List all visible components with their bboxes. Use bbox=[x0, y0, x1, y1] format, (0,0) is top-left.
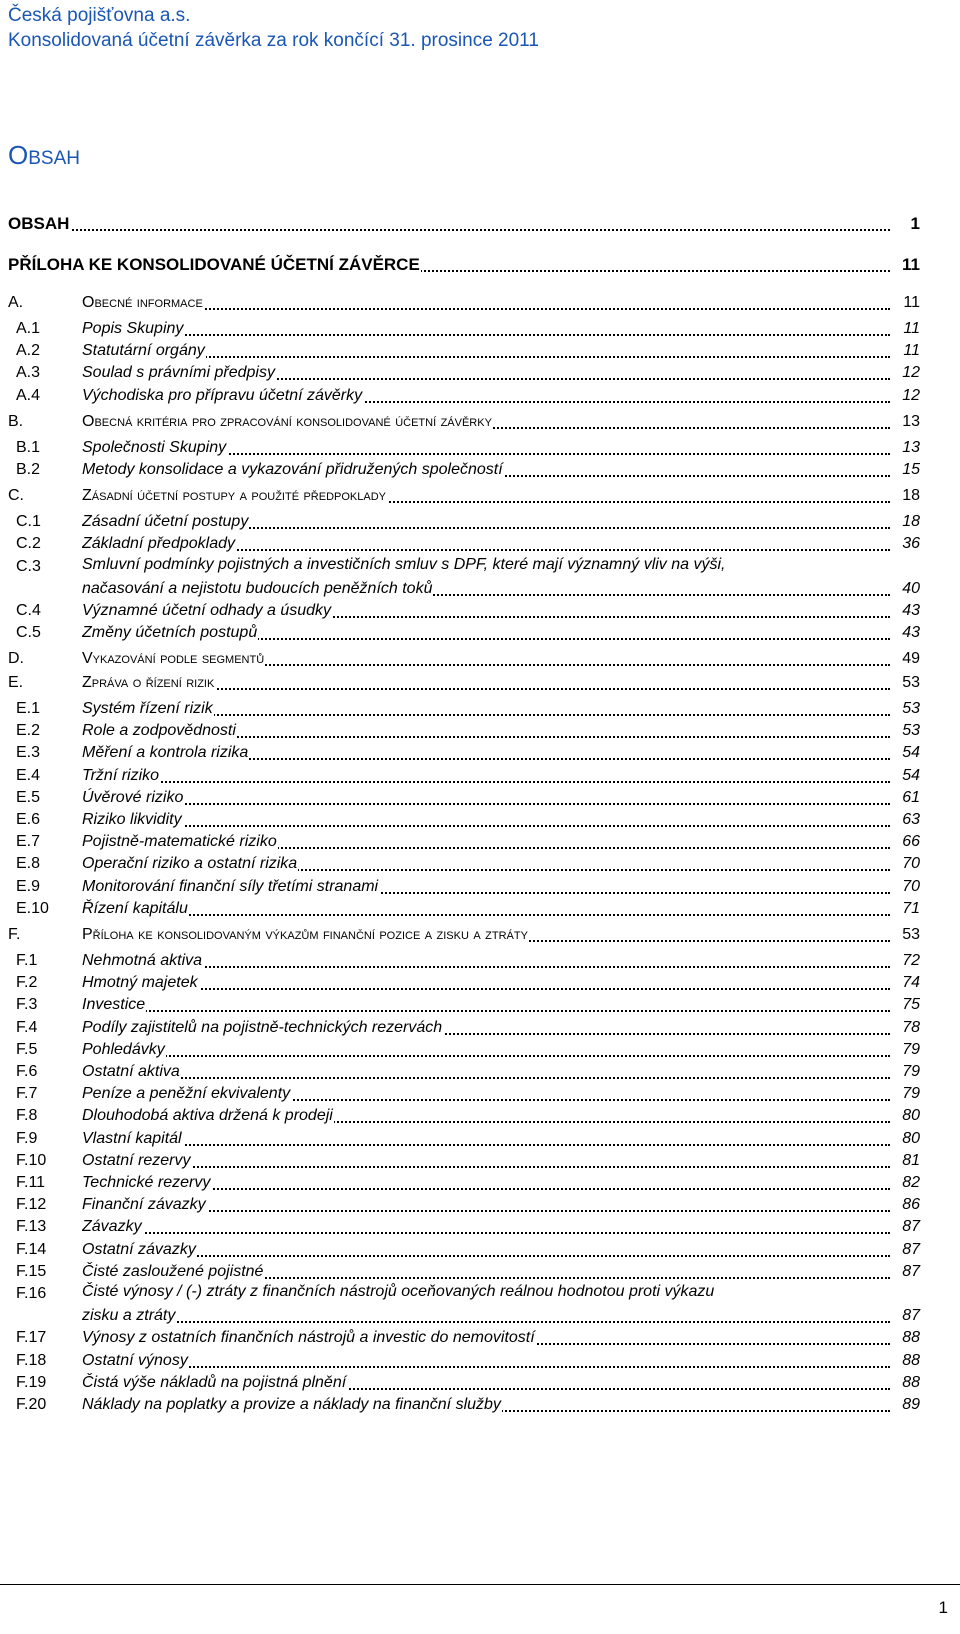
toc-subsection[interactable] bbox=[8, 511, 920, 533]
toc-subsection[interactable] bbox=[8, 1327, 920, 1349]
toc-entry-page: 79 bbox=[900, 1039, 920, 1061]
toc-subsection[interactable] bbox=[8, 1150, 920, 1172]
toc-section[interactable] bbox=[8, 924, 920, 946]
toc-entry-label: Pojistně-matematické riziko bbox=[82, 833, 277, 851]
toc-entry-number: B.1 bbox=[16, 438, 41, 456]
toc-entry-label: Vlastní kapitál bbox=[82, 1129, 182, 1147]
toc-entry-label: Ostatní závazky bbox=[82, 1240, 196, 1258]
toc-entry-page: 70 bbox=[900, 876, 920, 898]
toc-entry-page: 74 bbox=[900, 972, 920, 994]
toc-section[interactable] bbox=[8, 411, 920, 433]
toc-subsection[interactable] bbox=[8, 765, 920, 787]
toc-subsection[interactable] bbox=[8, 1239, 920, 1261]
toc-entry-page: 53 bbox=[900, 698, 920, 720]
toc-subsection[interactable] bbox=[8, 459, 920, 481]
toc-entry-page: 1 bbox=[910, 214, 920, 233]
toc-entry-label: zisku a ztráty bbox=[82, 1307, 176, 1325]
toc-entry-leader bbox=[82, 1017, 890, 1039]
toc-entry-number: E.6 bbox=[16, 811, 41, 828]
toc-entry-number: B. bbox=[8, 412, 24, 430]
toc-subsection[interactable] bbox=[8, 1305, 920, 1327]
toc-entry-leader bbox=[82, 698, 890, 720]
toc-entry-number: F.16 bbox=[16, 1285, 47, 1302]
toc-subsection[interactable] bbox=[8, 972, 920, 994]
toc-entry-leader bbox=[82, 622, 890, 644]
toc-entry-page: 53 bbox=[900, 720, 920, 742]
toc-entry-number: F.19 bbox=[16, 1373, 47, 1391]
toc-section[interactable] bbox=[8, 648, 920, 670]
toc-entry-label: Hmotný majetek bbox=[82, 974, 198, 992]
toc-subsection[interactable] bbox=[8, 340, 920, 362]
toc-entry-label: Čisté zasloužené pojistné bbox=[82, 1262, 264, 1280]
toc-entry-leader bbox=[82, 385, 890, 407]
toc-entry-page: 13 bbox=[900, 411, 920, 433]
toc-subsection[interactable] bbox=[8, 1394, 920, 1416]
toc-entry-number: E.3 bbox=[16, 744, 41, 762]
toc-entry-label: Dlouhodobá aktiva držená k prodeji bbox=[82, 1107, 333, 1125]
toc-entry-label: Výnosy z ostatních finančních nástrojů a investic do nemovitostí bbox=[82, 1329, 535, 1347]
page-title-first: O bbox=[8, 140, 29, 170]
toc-entry-label: Monitorování finanční síly třetími stranami bbox=[82, 877, 379, 895]
toc-entry-leader bbox=[82, 600, 890, 622]
toc-subsection[interactable] bbox=[8, 1216, 920, 1238]
header-report-title: Konsolidovaná účetní závěrka za rok končící 31. prosince 2011 bbox=[8, 30, 539, 51]
toc-entry-number: F.13 bbox=[16, 1218, 47, 1236]
page-title bbox=[8, 142, 80, 168]
toc-subsection[interactable] bbox=[8, 622, 920, 644]
toc-entry-label: Role a zodpovědnosti bbox=[82, 722, 236, 740]
toc-entry-label: Východiska pro přípravu účetní závěrky bbox=[82, 386, 363, 404]
toc-entry-page: 80 bbox=[900, 1128, 920, 1150]
toc-entry-number: F.9 bbox=[16, 1129, 38, 1147]
toc-entry-leader bbox=[82, 1150, 890, 1172]
toc-entry-page: 87 bbox=[900, 1216, 920, 1238]
toc-entry-page: 13 bbox=[900, 437, 920, 459]
toc-entry-page: 49 bbox=[900, 648, 920, 670]
toc-entry-page: 78 bbox=[900, 1017, 920, 1039]
toc-entry-label: Finanční závazky bbox=[82, 1196, 206, 1214]
toc-entry-page: 88 bbox=[900, 1350, 920, 1372]
toc-entry-number: B.2 bbox=[16, 461, 41, 478]
toc-entry-page: 87 bbox=[900, 1305, 920, 1327]
toc-entry-page: 81 bbox=[900, 1150, 920, 1172]
toc-entry-page: 66 bbox=[900, 831, 920, 853]
toc-entry-number: F.14 bbox=[16, 1240, 47, 1258]
toc-entry-leader bbox=[82, 853, 890, 875]
toc-entry-number: C.5 bbox=[16, 624, 41, 642]
toc-entry-leader bbox=[82, 362, 890, 384]
toc-subsection[interactable] bbox=[8, 318, 920, 340]
toc-entry-number: E.4 bbox=[16, 766, 41, 784]
toc-entry-page: 54 bbox=[900, 742, 920, 764]
toc-entry-label: Základní předpoklady bbox=[82, 535, 235, 553]
toc-subsection[interactable] bbox=[8, 1194, 920, 1216]
header-company: Česká pojišťovna a.s. bbox=[8, 5, 191, 26]
toc-subsection[interactable] bbox=[8, 831, 920, 853]
toc-entry-number: C.2 bbox=[16, 535, 41, 553]
toc-entry-leader bbox=[82, 1216, 890, 1238]
toc-entry-label: Systém řízení rizik bbox=[82, 700, 213, 717]
toc-entry-page: 89 bbox=[900, 1394, 920, 1416]
toc-entry-leader bbox=[82, 1128, 890, 1150]
toc-entry-page: 88 bbox=[900, 1327, 920, 1349]
toc-entry-page: 79 bbox=[900, 1083, 920, 1105]
toc-subsection[interactable] bbox=[8, 385, 920, 407]
toc-entry-leader bbox=[82, 340, 890, 362]
toc-entry-label: Příloha ke konsolidovaným výkazům finanční pozice a zisku a ztráty bbox=[82, 926, 528, 943]
toc-entry-number: D. bbox=[8, 650, 24, 668]
toc-entry-page: 11 bbox=[901, 318, 920, 340]
toc-subsection[interactable] bbox=[8, 1261, 920, 1283]
toc-entry-leader bbox=[82, 809, 890, 831]
toc-entry-label-line1: Smluvní podmínky pojistných a investičních smluv s DPF, které mají významný vliv na výši, bbox=[82, 555, 726, 573]
toc-entry-leader bbox=[82, 924, 890, 946]
footer-divider bbox=[0, 1584, 960, 1585]
toc-entry-leader bbox=[82, 485, 890, 507]
toc-entry-leader bbox=[82, 511, 890, 533]
toc-entry-number: E.8 bbox=[16, 855, 41, 873]
toc-entry-number: F.2 bbox=[16, 974, 38, 992]
toc-entry-page: 75 bbox=[900, 994, 920, 1016]
toc-entry-number: F.8 bbox=[16, 1107, 38, 1125]
toc-entry-label: Ostatní výnosy bbox=[82, 1351, 188, 1369]
toc-entry-leader bbox=[82, 742, 890, 764]
toc-entry-leader bbox=[8, 213, 890, 235]
toc-entry-number: C. bbox=[8, 487, 24, 505]
toc-entry-number: F.3 bbox=[16, 996, 38, 1014]
toc-entry-number: F.20 bbox=[16, 1396, 47, 1413]
toc-entry-page: 11 bbox=[902, 255, 920, 274]
toc-entry-leader bbox=[82, 411, 890, 433]
toc-entry-page: 54 bbox=[900, 765, 920, 787]
toc-section[interactable] bbox=[8, 672, 920, 694]
toc-subsection[interactable] bbox=[8, 698, 920, 720]
toc-entry-page: 43 bbox=[900, 600, 920, 622]
toc-entry-label: Popis Skupiny bbox=[82, 320, 184, 337]
toc-entry-number: F.17 bbox=[16, 1329, 47, 1347]
toc-entry-label: Operační riziko a ostatní rizika bbox=[82, 855, 298, 873]
toc-subsection[interactable] bbox=[8, 1128, 920, 1150]
toc-entry-label: Zpráva o řízení rizik bbox=[82, 674, 215, 691]
toc-entry-number: E.7 bbox=[16, 833, 41, 851]
toc-entry-number: F. bbox=[8, 926, 21, 943]
toc-entry-label: Měření a kontrola rizika bbox=[82, 744, 249, 762]
page-title-rest: BSAH bbox=[28, 148, 80, 169]
toc-entry-page: 18 bbox=[900, 485, 920, 507]
toc-entry-label: Peníze a peněžní ekvivalenty bbox=[82, 1085, 291, 1103]
toc-subsection[interactable] bbox=[8, 742, 920, 764]
toc-subsection[interactable] bbox=[8, 437, 920, 459]
toc-entry-leader bbox=[82, 1172, 890, 1194]
toc-entry-leader bbox=[82, 950, 890, 972]
toc-entry-leader bbox=[82, 672, 890, 694]
toc-entry-page: 72 bbox=[900, 950, 920, 972]
toc-subsection[interactable] bbox=[8, 1105, 920, 1127]
toc-entry-page: 87 bbox=[900, 1239, 920, 1261]
toc-subsection[interactable] bbox=[8, 362, 920, 384]
toc-entry-label: Zásadní účetní postupy a použité předpoklady bbox=[82, 487, 386, 505]
toc-entry-appendix[interactable] bbox=[8, 254, 920, 276]
toc-entry-label: Zásadní účetní postupy bbox=[82, 513, 249, 531]
toc-entry-page: 18 bbox=[900, 511, 920, 533]
toc-entry-page: 40 bbox=[900, 578, 920, 600]
toc-entry-leader bbox=[82, 1083, 890, 1105]
toc-entry-page: 86 bbox=[900, 1194, 920, 1216]
toc-entry-label: Úvěrové riziko bbox=[82, 788, 184, 806]
toc-entry-page: 80 bbox=[900, 1105, 920, 1127]
toc-entry-label: Ostatní rezervy bbox=[82, 1151, 191, 1169]
toc-entry-label: Metody konsolidace a vykazování přidružených společností bbox=[82, 461, 503, 478]
toc-entry-label: Obecná kritéria pro zpracování konsolidované účetní závěrky bbox=[82, 412, 492, 430]
toc-entry-page: 53 bbox=[900, 924, 920, 946]
toc-entry-label: Soulad s právními předpisy bbox=[82, 364, 275, 382]
toc-subsection[interactable] bbox=[8, 1372, 920, 1394]
toc-entry-label: Statutární orgány bbox=[82, 342, 205, 360]
toc-entry-leader bbox=[82, 876, 890, 898]
toc-entry-page: 63 bbox=[900, 809, 920, 831]
toc-entry-number: F.10 bbox=[16, 1151, 47, 1169]
toc-entry-leader bbox=[82, 898, 890, 920]
toc-entry-number: E.10 bbox=[16, 899, 49, 917]
toc-entry-label: PŘÍLOHA KE KONSOLIDOVANÉ ÚČETNÍ ZÁVĚRCE bbox=[8, 255, 420, 274]
toc-entry-number: E.5 bbox=[16, 788, 41, 806]
toc-entry-label: Významné účetní odhady a úsudky bbox=[82, 602, 332, 619]
toc-subsection[interactable] bbox=[8, 787, 920, 809]
toc-entry-leader bbox=[82, 648, 890, 670]
toc-subsection[interactable] bbox=[8, 950, 920, 972]
toc-entry-page: 87 bbox=[900, 1261, 920, 1283]
toc-entry-leader bbox=[82, 1350, 890, 1372]
footer-page-number: 1 bbox=[938, 1598, 948, 1617]
toc-entry-leader bbox=[82, 994, 890, 1016]
toc-entry-number: F.4 bbox=[16, 1018, 38, 1036]
toc-entry-label: Vykazování podle segmentů bbox=[82, 650, 265, 668]
toc-entry-number: F.6 bbox=[16, 1063, 38, 1080]
toc-entry-number: C.1 bbox=[16, 513, 41, 531]
toc-entry-label: OBSAH bbox=[8, 214, 70, 233]
toc-entry-label: Technické rezervy bbox=[82, 1174, 211, 1191]
toc-entry-page: 12 bbox=[900, 385, 920, 407]
toc-subsection[interactable] bbox=[8, 533, 920, 555]
toc-entry-label: Řízení kapitálu bbox=[82, 899, 188, 917]
toc-entry-leader bbox=[82, 1394, 890, 1416]
toc-entry-number: C.3 bbox=[16, 557, 41, 575]
toc-entry-number: F.18 bbox=[16, 1351, 47, 1369]
toc-entry-leader bbox=[82, 1039, 890, 1061]
toc-entry-page: 82 bbox=[900, 1172, 920, 1194]
toc-entry-page: 53 bbox=[900, 672, 920, 694]
toc-entry-label: Pohledávky bbox=[82, 1040, 165, 1058]
toc-entry-label: Podíly zajistitelů na pojistně-technických rezervách bbox=[82, 1018, 443, 1036]
toc-entry-number: E.9 bbox=[16, 877, 41, 895]
toc-entry-number: E. bbox=[8, 674, 24, 691]
toc-subsection[interactable] bbox=[8, 600, 920, 622]
toc-entry-leader bbox=[82, 318, 890, 340]
toc-entry-leader bbox=[82, 459, 890, 481]
toc-subsection[interactable] bbox=[8, 853, 920, 875]
toc-subsection[interactable] bbox=[8, 994, 920, 1016]
toc-entry-number: F.7 bbox=[16, 1085, 38, 1103]
toc-entry-leader bbox=[82, 1372, 890, 1394]
toc-subsection[interactable] bbox=[8, 578, 920, 600]
toc-entry-page: 15 bbox=[900, 459, 920, 481]
toc-subsection[interactable] bbox=[8, 898, 920, 920]
toc-entry-page: 70 bbox=[900, 853, 920, 875]
toc-subsection[interactable] bbox=[8, 876, 920, 898]
toc-entry-contents[interactable] bbox=[8, 213, 920, 235]
toc-entry-number: F.5 bbox=[16, 1040, 38, 1058]
toc-entry-leader bbox=[8, 254, 890, 276]
toc-entry-page: 11 bbox=[901, 292, 920, 314]
toc-entry-number: E.2 bbox=[16, 722, 41, 740]
toc-entry-page: 12 bbox=[900, 362, 920, 384]
toc-entry-number: F.12 bbox=[16, 1196, 47, 1214]
toc-entry-label: Riziko likvidity bbox=[82, 811, 182, 828]
toc-entry-leader bbox=[82, 1305, 890, 1327]
toc-entry-leader bbox=[82, 1327, 890, 1349]
toc-entry-page: 43 bbox=[900, 622, 920, 644]
toc-entry-page: 71 bbox=[900, 898, 920, 920]
toc-subsection[interactable] bbox=[8, 1039, 920, 1061]
toc-subsection[interactable] bbox=[8, 809, 920, 831]
toc-entry-number: F.15 bbox=[16, 1262, 47, 1280]
toc-subsection[interactable] bbox=[8, 1350, 920, 1372]
toc-entry-leader bbox=[82, 765, 890, 787]
toc-entry-leader bbox=[82, 1194, 890, 1216]
toc-section[interactable] bbox=[8, 292, 920, 314]
toc-entry-label: Závazky bbox=[82, 1218, 142, 1236]
toc-entry-leader bbox=[82, 292, 890, 314]
toc-entry-label: Ostatní aktiva bbox=[82, 1063, 180, 1080]
toc-entry-leader bbox=[82, 1239, 890, 1261]
toc-entry-leader bbox=[82, 972, 890, 994]
toc-section[interactable] bbox=[8, 485, 920, 507]
toc-entry-page: 61 bbox=[900, 787, 920, 809]
toc-entry-number: F.1 bbox=[16, 952, 38, 969]
toc-entry-number: A.4 bbox=[16, 386, 41, 404]
toc-entry-label: Obecné informace bbox=[82, 294, 203, 311]
toc-entry-leader bbox=[82, 1061, 890, 1083]
toc-entry-number: A.2 bbox=[16, 342, 41, 360]
toc-entry-leader bbox=[82, 1105, 890, 1127]
toc-entry-label: načasování a nejistotu budoucích peněžních toků bbox=[82, 579, 433, 597]
toc-entry-page: 79 bbox=[900, 1061, 920, 1083]
toc-entry-label: Nehmotná aktiva bbox=[82, 952, 203, 969]
toc-entry-label: Čistá výše nákladů na pojistná plnění bbox=[82, 1373, 347, 1391]
toc-entry-leader bbox=[82, 720, 890, 742]
toc-subsection[interactable] bbox=[8, 1172, 920, 1194]
toc-entry-leader bbox=[82, 1261, 890, 1283]
toc-entry-number: A.3 bbox=[16, 364, 41, 382]
toc-entry-page: 36 bbox=[900, 533, 920, 555]
toc-entry-number: F.11 bbox=[16, 1174, 46, 1191]
toc-entry-leader bbox=[82, 533, 890, 555]
toc-entry-label: Náklady na poplatky a provize a náklady na finanční služby bbox=[82, 1396, 501, 1413]
toc-subsection[interactable] bbox=[8, 1061, 920, 1083]
toc-entry-page: 11 bbox=[901, 340, 920, 362]
toc-entry-leader bbox=[82, 787, 890, 809]
toc-entry-label-line1: Čisté výnosy / (-) ztráty z finančních nástrojů oceňovaných reálnou hodnotou proti výkazu bbox=[82, 1283, 715, 1300]
toc-entry-number: C.4 bbox=[16, 602, 41, 619]
toc-subsection[interactable] bbox=[8, 1083, 920, 1105]
toc-entry-label: Investice bbox=[82, 996, 146, 1014]
toc-entry-leader bbox=[82, 831, 890, 853]
toc-entry-label: Tržní riziko bbox=[82, 766, 160, 784]
toc-entry-page: 88 bbox=[900, 1372, 920, 1394]
toc-subsection[interactable] bbox=[8, 1017, 920, 1039]
toc-entry-number: E.1 bbox=[16, 700, 41, 717]
toc-entry-label: Společnosti Skupiny bbox=[82, 438, 227, 456]
toc-subsection[interactable] bbox=[8, 720, 920, 742]
toc-entry-number: A. bbox=[8, 294, 24, 311]
toc-entry-leader bbox=[82, 578, 890, 600]
toc-entry-label: Změny účetních postupů bbox=[82, 624, 258, 642]
toc-entry-leader bbox=[82, 437, 890, 459]
toc-entry-number: A.1 bbox=[16, 320, 41, 337]
